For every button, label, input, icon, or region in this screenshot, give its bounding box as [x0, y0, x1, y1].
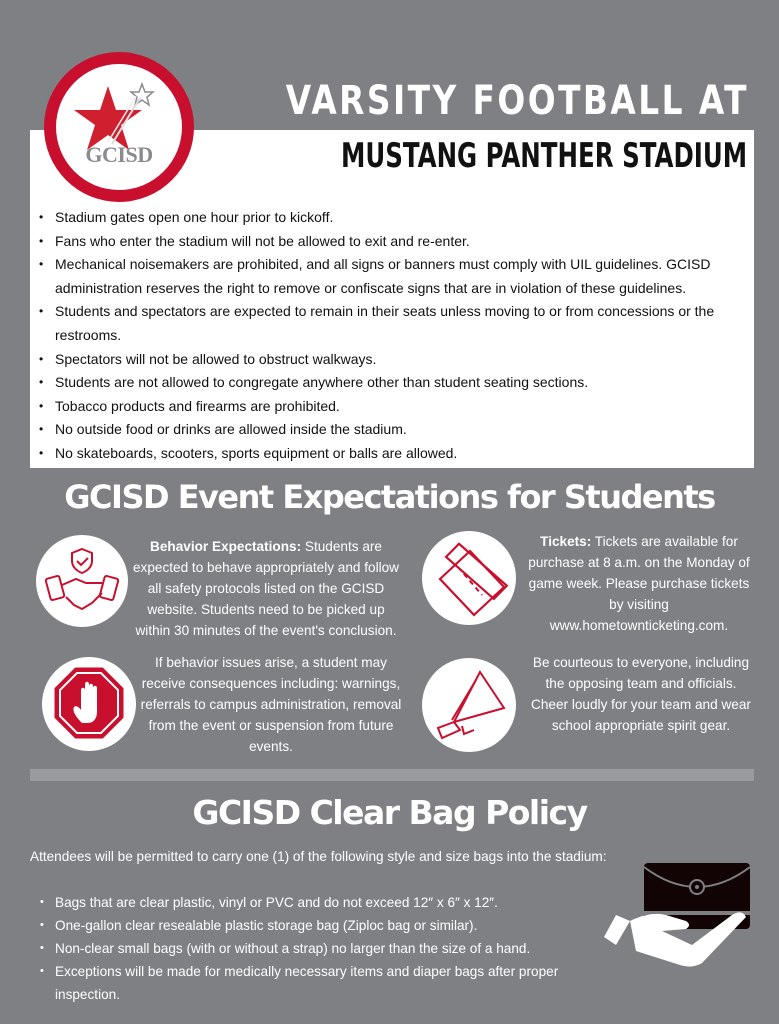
title-line-1: VARSITY FOOTBALL AT: [285, 78, 749, 124]
behavior-label: Behavior Expectations:: [150, 539, 302, 554]
expectations-heading: GCISD Event Expectations for Students: [64, 478, 715, 516]
bag-policy-intro: Attendees will be permitted to carry one (1) of the following style and size bags into the stadium:: [30, 849, 607, 864]
stop-hand-icon: [42, 657, 136, 751]
bag-rule-item: • Bags that are clear plastic, vinyl or PVC and do not exceed 12″ x 6″ x 12″.: [38, 891, 598, 914]
behavior-expectations-text: Behavior Expectations: Students are expected to behave appropriately and follow all safety protocols listed on the GCISD website. Students need to be picked up within 30 minutes of the event's conclusion.: [132, 539, 399, 638]
rule-item: • Tobacco products and firearms are prohibited.: [36, 395, 746, 419]
rule-item: • Mechanical noisemakers are prohibited, and all signs or banners must comply with UIL guidelines. GCISD administration reserves the right to remove or confiscate signs that are in violation of these guidelines.: [36, 253, 746, 300]
rule-item: • Spectators will not be allowed to obstruct walkways.: [36, 348, 746, 372]
title-line-2: MUSTANG PANTHER STADIUM: [340, 136, 747, 176]
bag-policy-list: [38, 891, 598, 1006]
consequences-text: If behavior issues arise, a student may receive consequences including: warnings, referrals to campus administration, removal from the event or suspension from future events.: [140, 655, 402, 754]
gcisd-logo: [44, 52, 194, 202]
rule-item: • Students and spectators are expected to remain in their seats unless moving to or from concessions or the restrooms.: [36, 300, 746, 347]
bag-rule-item: • Non-clear small bags (with or without a strap) no larger than the size of a hand.: [38, 937, 598, 960]
handshake-shield-icon: [36, 535, 128, 627]
bag-policy-heading: GCISD Clear Bag Policy: [192, 793, 587, 832]
rule-item: • No skateboards, scooters, sports equipment or balls are allowed.: [36, 442, 746, 466]
tickets-icon: [422, 531, 516, 625]
courtesy-text: Be courteous to everyone, including the opposing team and officials. Cheer loudly for your team and wear school appropriate spirit gear.: [531, 655, 751, 733]
bag-rule-item: • One-gallon clear resealable plastic storage bag (Ziploc bag or similar).: [38, 914, 598, 937]
rule-item: • No outside food or drinks are allowed inside the stadium.: [36, 418, 746, 442]
tickets-label: Tickets:: [540, 534, 592, 549]
stadium-rules-list: [36, 206, 746, 466]
rule-item: • Fans who enter the stadium will not be allowed to exit and re-enter.: [36, 230, 746, 254]
megaphone-icon: [422, 658, 516, 752]
star-icon: [56, 64, 182, 190]
section-divider: [30, 769, 754, 781]
tickets-text: Tickets: Tickets are available for purchase at 8 a.m. on the Monday of game week. Please purchase tickets by visiting www.hometownticketing.com.: [528, 534, 750, 633]
rule-item: • Stadium gates open one hour prior to kickoff.: [36, 206, 746, 230]
logo-text: GCISD: [85, 142, 153, 167]
hand-holding-bag-icon: [600, 855, 760, 975]
bag-rule-item: • Exceptions will be made for medically necessary items and diaper bags after proper inspection.: [38, 960, 598, 1006]
rule-item: • Students are not allowed to congregate anywhere other than student seating sections.: [36, 371, 746, 395]
